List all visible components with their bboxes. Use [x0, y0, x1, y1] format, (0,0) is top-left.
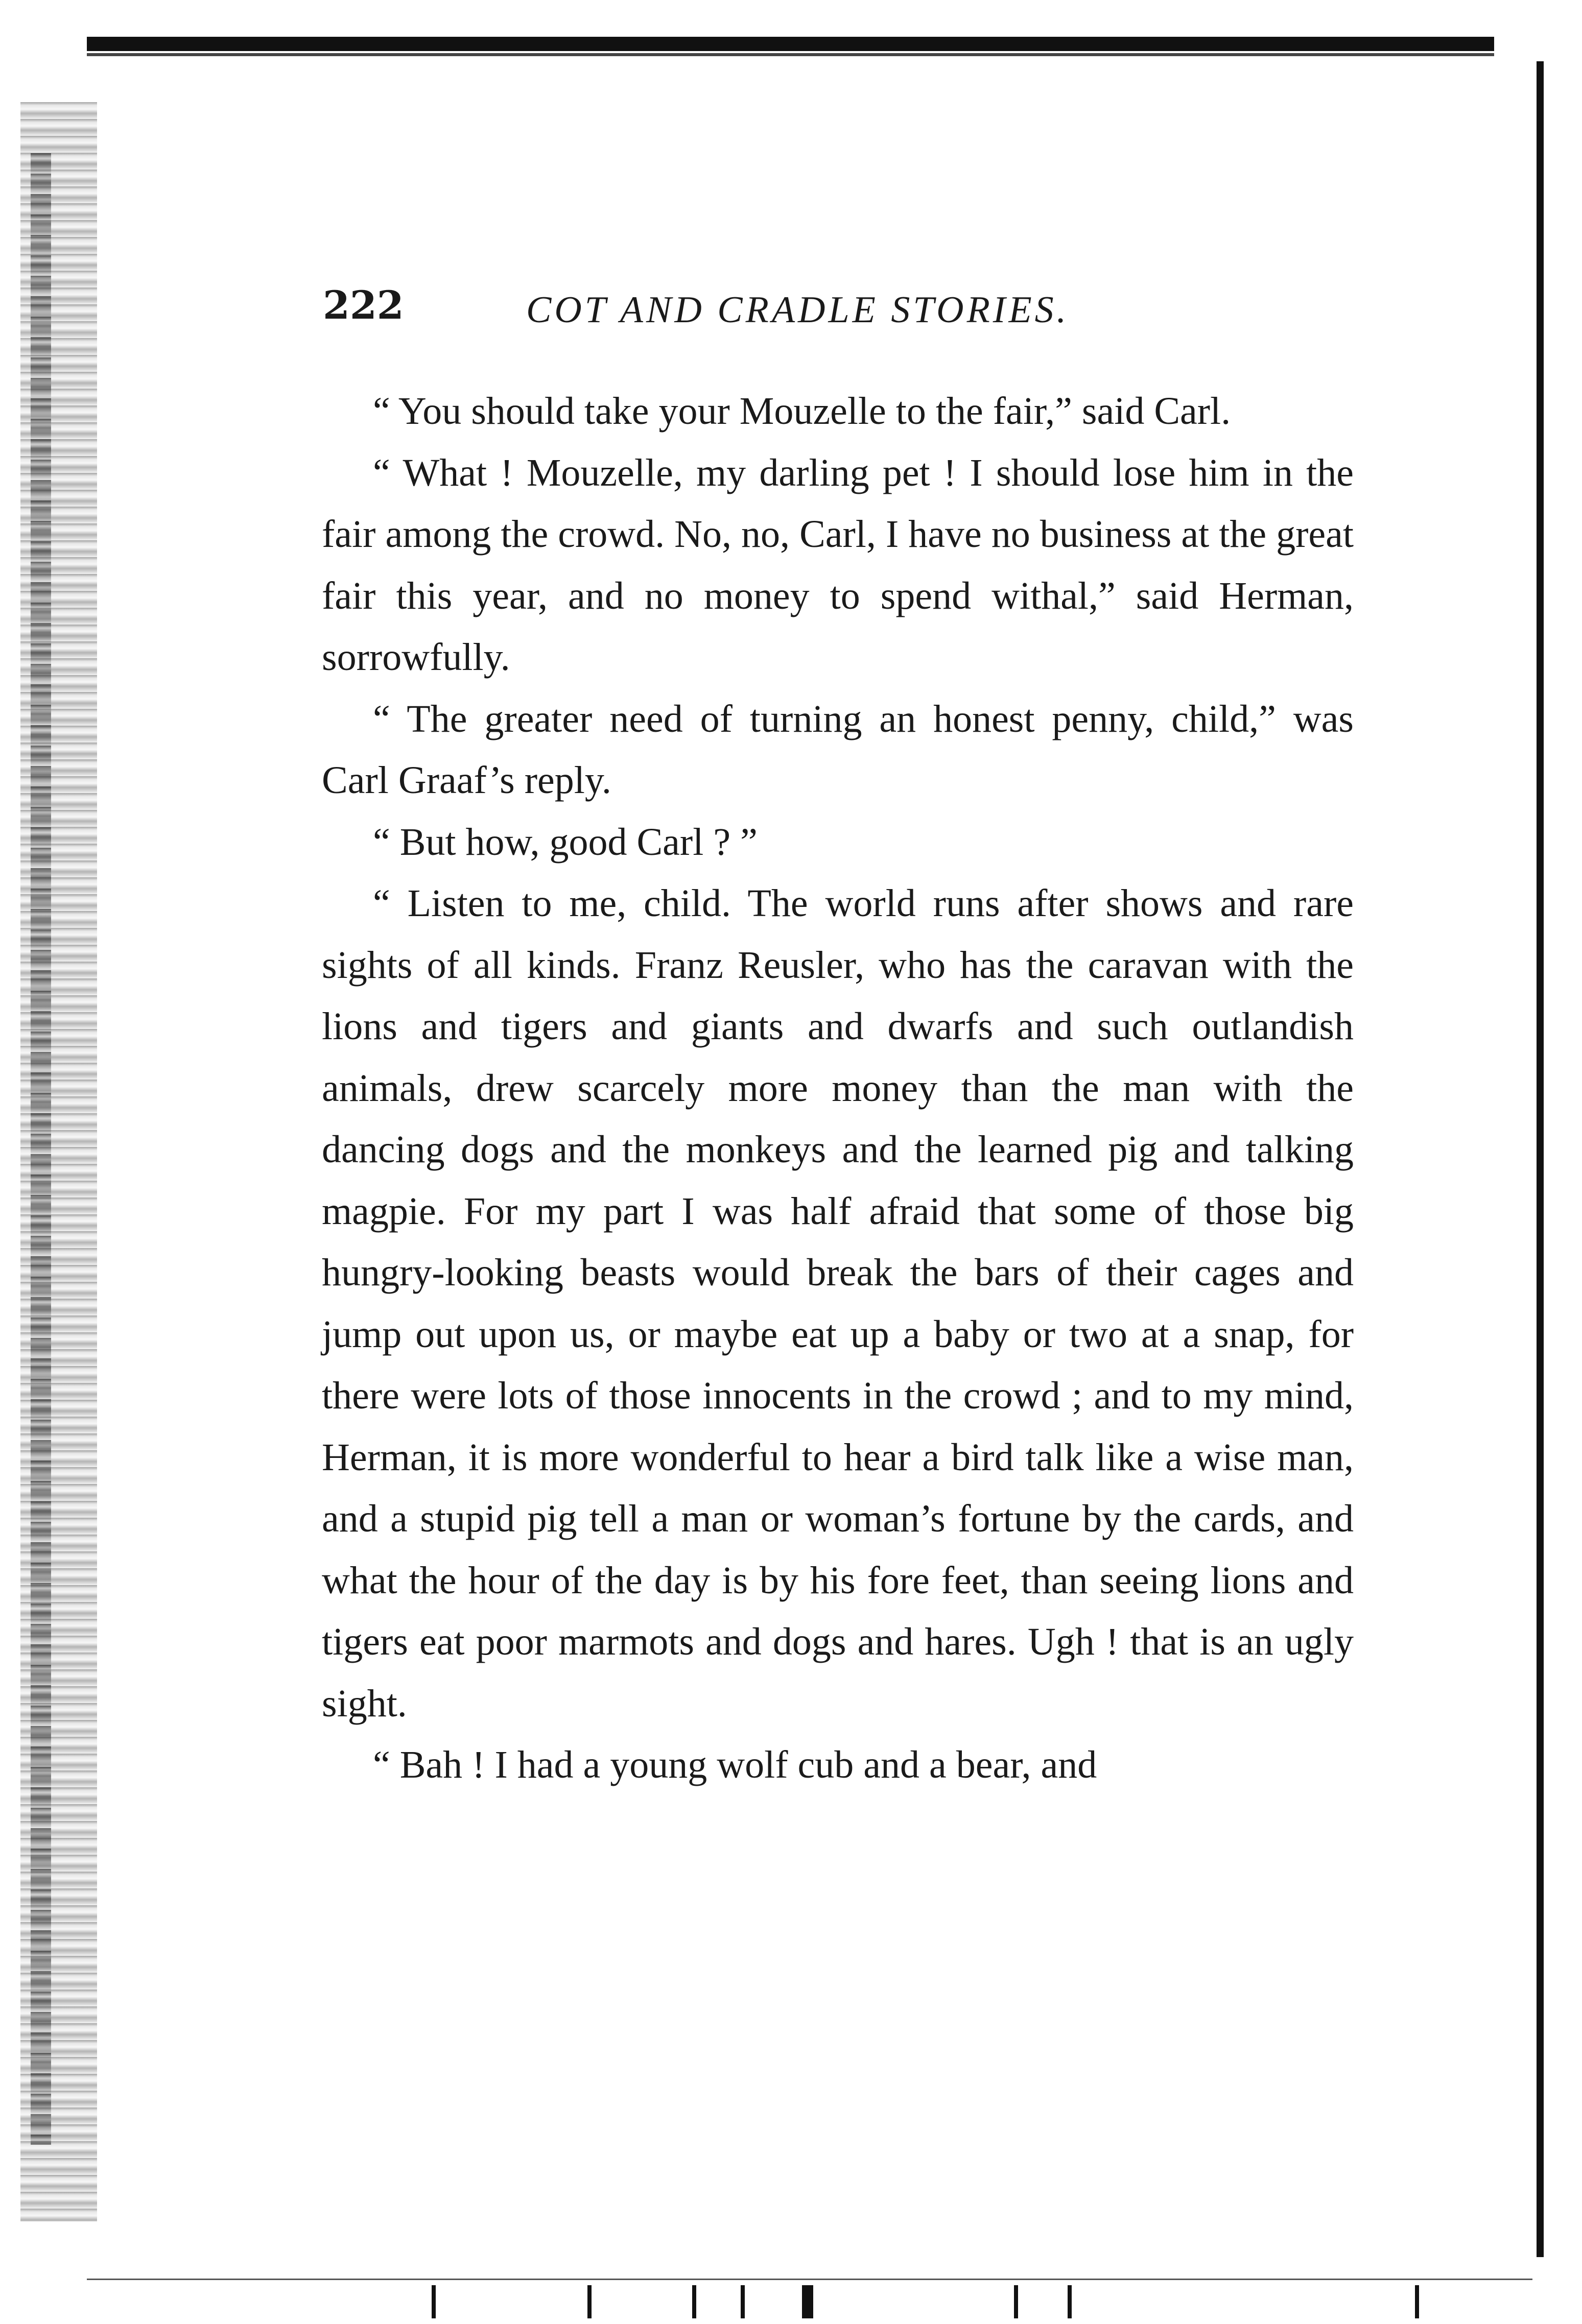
page-number: 222: [323, 282, 404, 328]
scan-right-border: [1537, 61, 1544, 2257]
scan-bottom-mark: [802, 2285, 813, 2318]
paragraph: “ What ! Mouzelle, my darling pet ! I should lose him in the fair among the crowd. No, no, Carl, I have no business at the great fair this year, and no money to spend withal,” said Herman, sorrowfully.: [322, 451, 1354, 679]
paragraph: “ Bah ! I had a young wolf cub and a bear, and: [373, 1743, 1097, 1786]
scan-bottom-mark: [692, 2285, 696, 2318]
scan-left-edge-noise-dark: [31, 153, 51, 2145]
scan-top-border-thin: [87, 53, 1494, 56]
body-text: [322, 380, 1354, 1796]
paragraph: “ You should take your Mouzelle to the fair,” said Carl.: [373, 390, 1231, 433]
scan-bottom-mark: [432, 2285, 436, 2318]
scan-bottom-mark: [741, 2285, 745, 2318]
paragraph: “ The greater need of turning an honest penny, child,” was Carl Graaf’s reply.: [322, 697, 1354, 802]
scan-top-border: [87, 37, 1494, 51]
scan-bottom-mark: [1068, 2285, 1072, 2318]
scan-bottom-mark: [1014, 2285, 1018, 2318]
running-title: COT AND CRADLE STORIES.: [526, 289, 1070, 331]
scan-bottom-mark: [587, 2285, 592, 2318]
scan-bottom-border: [87, 2279, 1532, 2280]
paragraph: “ Listen to me, child. The world runs after shows and rare sights of all kinds. Franz Reusler, who has the caravan with the lions and tigers and giants and dwarfs and such outlandish animals, drew scarcely more money than the man with the dancing dogs and the monkeys and the learned pig and talking magpie. For my part I was half afraid that some of those big hungry-looking beasts would break the bars of their cages and jump out upon us, or maybe eat up a baby or two at a snap, for there were lots of those innocents in the crowd ; and to my mind, Herman, it is more wonderful to hear a bird talk like a wise man, and a stupid pig tell a man or woman’s fortune by the cards, and what the hour of the day is by his fore feet, than seeing lions and tigers eat poor marmots and dogs and hares. Ugh ! that is an ugly sight.: [322, 882, 1354, 1725]
scan-bottom-mark: [1415, 2285, 1419, 2318]
paragraph: “ But how, good Carl ? ”: [373, 820, 758, 864]
